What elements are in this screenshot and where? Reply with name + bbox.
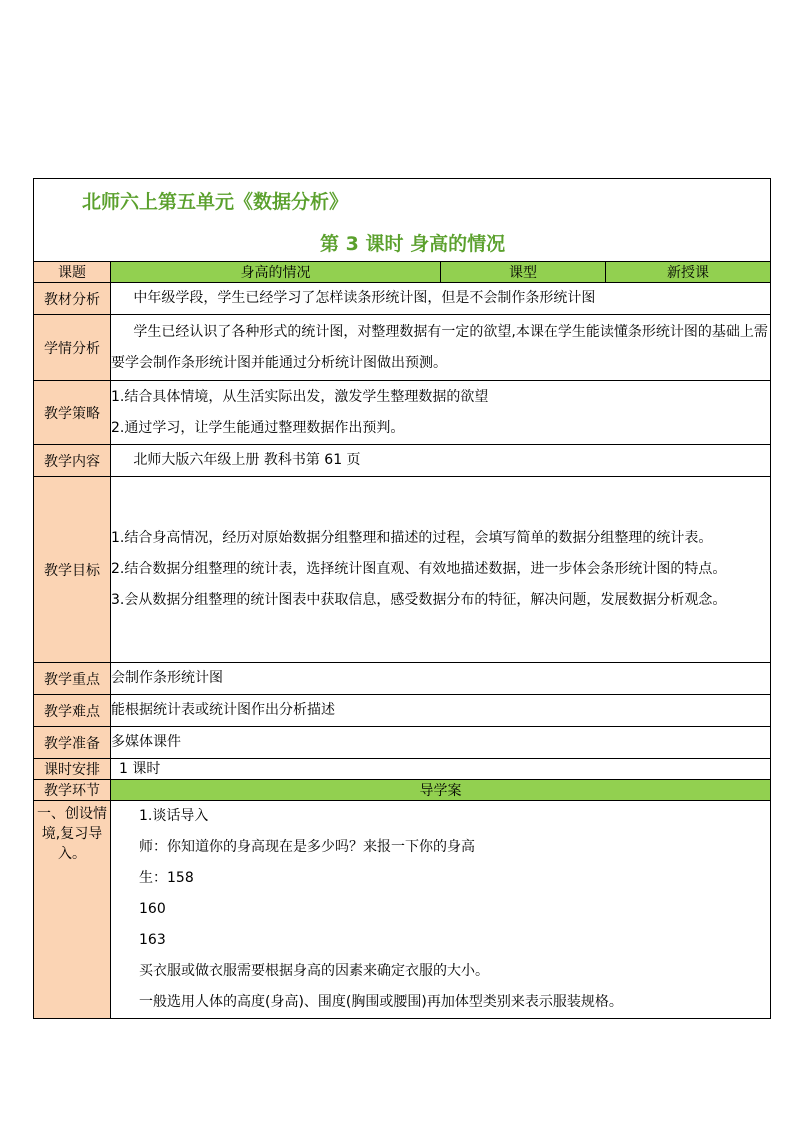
content-text: 北师大版六年级上册 教科书第 61 页 [133,452,361,468]
section1-line: 师：你知道你的身高现在是多少吗？来报一下你的身高 [139,839,475,855]
type-value: 新授课 [606,262,771,283]
goal-cell [111,477,771,663]
lesson-plan [33,178,770,1019]
type-label: 课型 [441,262,606,283]
stage-label: 教学环节 [34,780,111,801]
student-label: 学情分析 [34,315,111,381]
difficulty-text: 能根据统计表或统计图作出分析描述 [111,702,335,718]
key-text: 会制作条形统计图 [111,670,223,686]
time-text: 1 课时 [119,761,161,777]
lesson-plan-table [33,178,771,1019]
prep-label: 教学准备 [34,727,111,759]
topic-label: 课题 [34,262,111,283]
section1-line: 163 [139,932,166,948]
difficulty-label: 教学难点 [34,695,111,727]
time-label: 课时安排 [34,759,111,780]
section1-line: 生：158 [139,870,194,886]
section1-line: 1.谈话导入 [139,808,209,824]
key-label: 教学重点 [34,663,111,695]
section1-label: 一、创设情境,复习导入。 [34,801,111,1019]
goal-line: 2.结合数据分组整理的统计表，选择统计图直观、有效地描述数据，进一步体会条形统计图的特点。 [111,561,727,577]
material-label: 教材分析 [34,283,111,315]
student-text: 学生已经认识了各种形式的统计图，对整理数据有一定的欲望,本课在学生能读懂条形统计图的基础上需要学会制作条形统计图并能通过分析统计图做出预测。 [111,323,768,371]
difficulty-cell [111,695,771,727]
strategy-cell [111,381,771,445]
section1-line: 一般选用人体的高度(身高)、围度(胸围或腰围)再加体型类别来表示服装规格。 [139,994,623,1010]
student-cell [111,315,771,381]
document-title: 北师六上第五单元《数据分析》 [82,191,349,213]
lesson-subtitle: 第 3 课时 身高的情况 [320,233,506,255]
section1-line: 160 [139,901,166,917]
goal-label: 教学目标 [34,477,111,663]
goal-line: 1.结合身高情况，经历对原始数据分组整理和描述的过程，会填写简单的数据分组整理的统计表。 [111,530,713,546]
key-cell [111,663,771,695]
guide-label: 导学案 [111,780,771,801]
title-cell [34,179,771,262]
content-cell [111,445,771,477]
topic-value: 身高的情况 [111,262,441,283]
strategy-label: 教学策略 [34,381,111,445]
strategy-line: 1.结合具体情境，从生活实际出发，激发学生整理数据的欲望 [111,388,489,405]
time-cell [111,759,771,780]
content-label: 教学内容 [34,445,111,477]
section1-line: 买衣服或做衣服需要根据身高的因素来确定衣服的大小。 [139,963,489,979]
material-text: 中年级学段，学生已经学习了怎样读条形统计图，但是不会制作条形统计图 [133,290,596,306]
strategy-line: 2.通过学习，让学生能通过整理数据作出预判。 [111,419,405,436]
prep-text: 多媒体课件 [111,734,181,750]
material-cell [111,283,771,315]
prep-cell [111,727,771,759]
section1-cell [111,801,771,1019]
goal-line: 3.会从数据分组整理的统计图表中获取信息，感受数据分布的特征，解决问题，发展数据分析观念。 [111,592,727,608]
